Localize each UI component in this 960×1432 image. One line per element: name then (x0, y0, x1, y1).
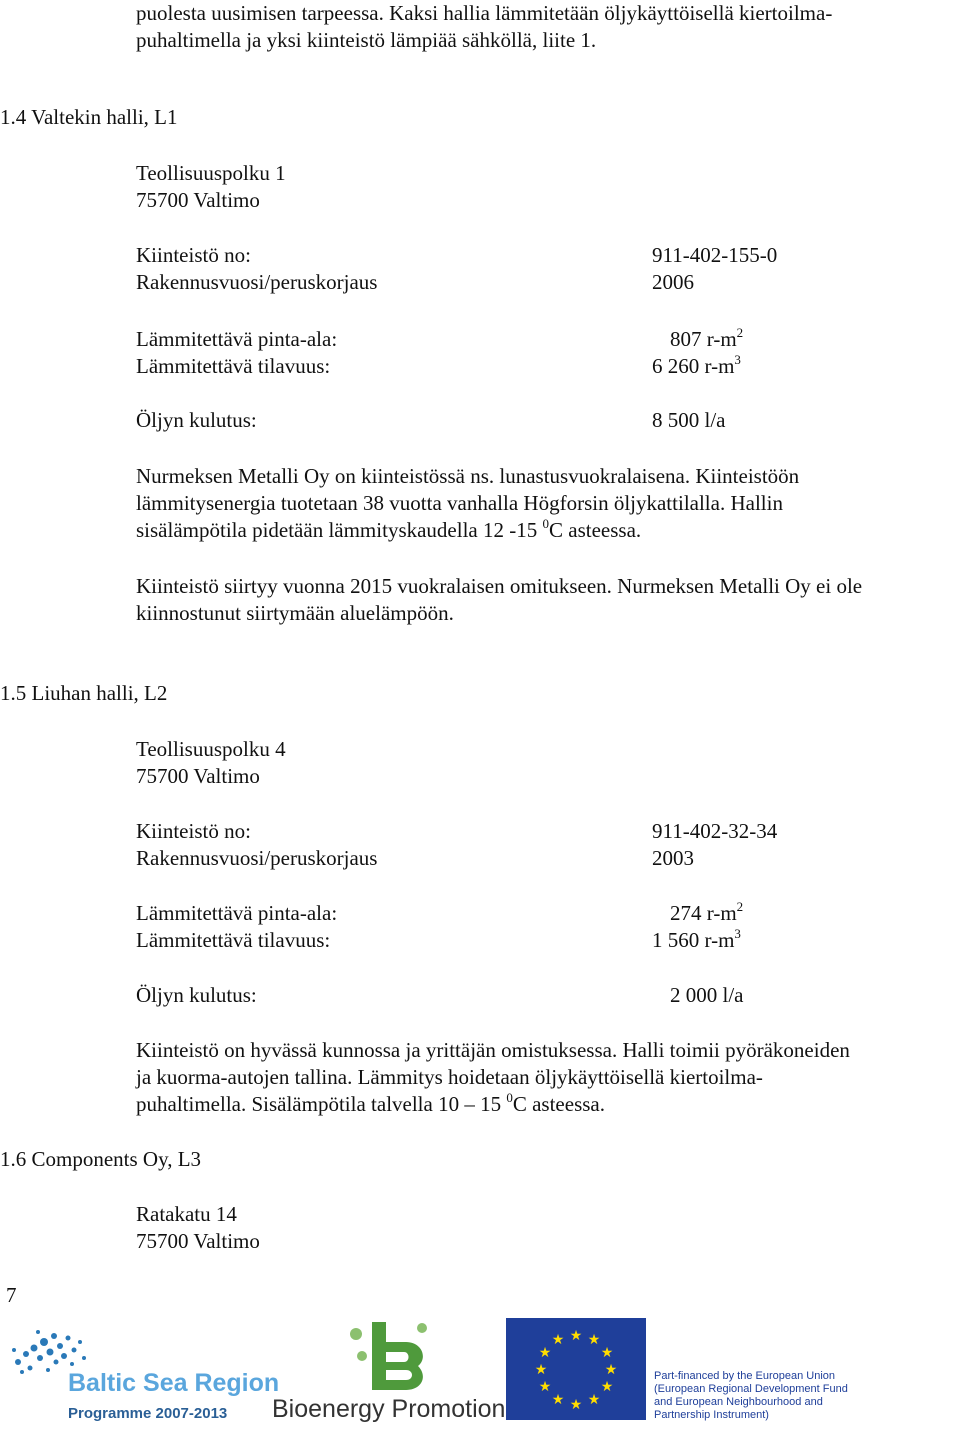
heated-volume-label: Lämmitettävä tilavuus: (136, 928, 331, 952)
page-number: 7 (6, 1283, 17, 1307)
svg-text:★: ★ (538, 1379, 552, 1395)
address-street: Teollisuuspolku 4 (136, 737, 286, 761)
paragraph-line: Nurmeksen Metalli Oy on kiinteistössä ns. lunastusvuokralaisena. Kiinteistöön (136, 464, 800, 488)
heated-volume-value: 1 560 $r-m^3$ (652, 926, 741, 952)
svg-text:★: ★ (551, 1332, 565, 1348)
build-year-label: Rakennusvuosi/peruskorjaus (136, 270, 378, 294)
bioenergy-title: Bioenergy Promotion (272, 1395, 506, 1423)
paragraph-line: Kiinteistö siirtyy vuonna 2015 vuokralaisen omitukseen. Nurmeksen Metalli Oy ei ole (136, 574, 863, 598)
leaf-b-icon (272, 1316, 504, 1396)
svg-text:★: ★ (538, 1345, 552, 1361)
eu-note-line: Part-financed by the European Union (654, 1370, 836, 1382)
section-heading-l3: 1.6 Components Oy, L3 (0, 1147, 202, 1171)
intro-line-2: puhaltimella ja yksi kiinteistö lämpiää sähköllä, liite 1. (136, 28, 597, 52)
svg-text:★: ★ (587, 1392, 601, 1408)
property-number-label: Kiinteistö no: (136, 243, 251, 267)
baltic-sea-region-logo (4, 1318, 280, 1428)
svg-text:★: ★ (551, 1392, 565, 1408)
svg-text:★: ★ (587, 1332, 601, 1348)
paragraph-line: ja kuorma-autojen tallina. Lämmitys hoidetaan öljykäyttöisellä kiertoilma- (136, 1065, 763, 1089)
paragraph-line: kiinnostunut siirtymään aluelämpöön. (136, 601, 454, 625)
eu-stars-icon (506, 1318, 646, 1420)
eu-flag (506, 1318, 646, 1420)
property-number-value: 911-402-32-34 (652, 819, 778, 843)
address-city: 75700 Valtimo (136, 764, 260, 788)
svg-text:★: ★ (569, 1328, 583, 1344)
heated-area-label: Lämmitettävä pinta-ala: (136, 327, 338, 351)
heated-volume-value: 6 260 $r-m^3$ (652, 352, 741, 378)
property-number-value: 911-402-155-0 (652, 243, 778, 267)
svg-text:★: ★ (534, 1362, 548, 1378)
address-street: Teollisuuspolku 1 (136, 161, 286, 185)
build-year-value: 2003 (652, 846, 694, 870)
bioenergy-promotion-logo (272, 1316, 504, 1428)
property-number-label: Kiinteistö no: (136, 819, 251, 843)
section-heading-l2: 1.5 Liuhan halli, L2 (0, 681, 168, 705)
build-year-value: 2006 (652, 270, 694, 294)
address-city: 75700 Valtimo (136, 188, 260, 212)
section-heading-l1: 1.4 Valtekin halli, L1 (0, 105, 178, 129)
eu-financing-note (654, 1370, 954, 1422)
svg-text:★: ★ (600, 1345, 614, 1361)
oil-consumption-value: 8 500 l/a (652, 408, 726, 432)
svg-text:★: ★ (604, 1362, 618, 1378)
oil-consumption-value: 2 000 l/a (670, 983, 744, 1007)
paragraph-line: sisälämpötila pidetään lämmityskaudella 12 -15 $^0$C asteessa. (136, 516, 642, 542)
eu-note-line: and European Neighbourhood and (654, 1396, 823, 1408)
heated-area-value: 274 $r-m^2$ (670, 899, 744, 925)
build-year-label: Rakennusvuosi/peruskorjaus (136, 846, 378, 870)
eu-note-line: Partnership Instrument) (654, 1409, 769, 1421)
svg-text:★: ★ (600, 1379, 614, 1395)
eu-note-line: (European Regional Development Fund (654, 1383, 848, 1395)
heated-area-label: Lämmitettävä pinta-ala: (136, 901, 338, 925)
svg-text:★: ★ (569, 1397, 583, 1413)
heated-volume-label: Lämmitettävä tilavuus: (136, 354, 331, 378)
baltic-subtitle: Programme 2007-2013 (68, 1405, 228, 1422)
baltic-title: Baltic Sea Region (68, 1369, 280, 1397)
paragraph-line: Kiinteistö on hyvässä kunnossa ja yrittäjän omistuksessa. Halli toimii pyöräkoneiden (136, 1038, 850, 1062)
paragraph-line: lämmitysenergia tuotetaan 38 vuotta vanhalla Högforsin öljykattilalla. Hallin (136, 491, 783, 515)
address-city: 75700 Valtimo (136, 1229, 260, 1253)
paragraph-line: puhaltimella. Sisälämpötila talvella 10 – 15 $^0$C asteessa. (136, 1090, 605, 1116)
oil-consumption-label: Öljyn kulutus: (136, 983, 257, 1007)
address-street: Ratakatu 14 (136, 1202, 237, 1226)
oil-consumption-label: Öljyn kulutus: (136, 408, 257, 432)
heated-area-value: 807 $r-m^2$ (670, 325, 744, 351)
intro-line-1: puolesta uusimisen tarpeessa. Kaksi hallia lämmitetään öljykäyttöisellä kiertoilma- (136, 1, 833, 25)
